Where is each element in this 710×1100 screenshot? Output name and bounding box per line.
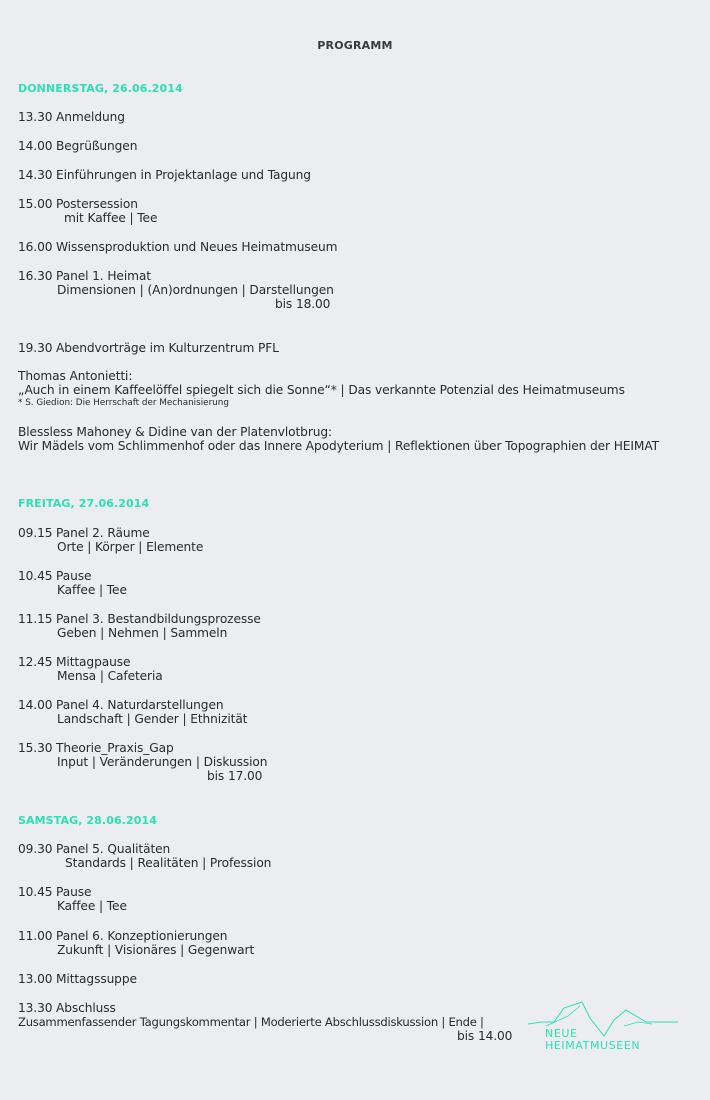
item-subtext: mit Kaffee | Tee — [64, 211, 158, 225]
item-text: Panel 6. Konzeptionierungen — [56, 929, 228, 943]
logo-text-line2: HEIMATMUSEEN — [545, 1039, 641, 1052]
item-time: 14.00 — [18, 698, 53, 712]
item-time: 16.30 — [18, 269, 53, 283]
item-time: 09.30 — [18, 842, 53, 856]
item-text: Abendvorträge im Kulturzentrum PFL — [56, 341, 279, 355]
item-time: 09.15 — [18, 526, 53, 540]
page-title: PROGRAMM — [317, 39, 393, 52]
talk-speaker: Thomas Antonietti: — [18, 369, 133, 383]
item-text: Abschluss — [56, 1001, 116, 1015]
item-time: 11.00 — [18, 929, 53, 943]
day-heading-thursday: DONNERSTAG, 26.06.2014 — [18, 82, 183, 95]
schedule-item — [18, 655, 130, 670]
item-time: 15.30 — [18, 741, 53, 755]
item-until: bis 14.00 — [457, 1029, 513, 1043]
day-heading-saturday: SAMSTAG, 28.06.2014 — [18, 814, 157, 827]
item-subtext: Geben | Nehmen | Sammeln — [57, 626, 228, 640]
schedule-item — [18, 526, 150, 541]
schedule-item — [18, 741, 174, 756]
schedule-item — [18, 972, 137, 987]
item-time: 13.00 — [18, 972, 53, 986]
item-time: 15.00 — [18, 197, 53, 211]
schedule-item — [18, 698, 223, 713]
item-text: Theorie_Praxis_Gap — [56, 741, 174, 755]
item-subtext: Mensa | Cafeteria — [57, 669, 163, 683]
schedule-item — [18, 612, 261, 627]
item-text: Pause — [56, 569, 92, 583]
item-time: 19.30 — [18, 341, 53, 355]
schedule-item — [18, 197, 138, 212]
item-text: Mittagssuppe — [56, 972, 137, 986]
schedule-item — [18, 139, 137, 154]
schedule-item — [18, 240, 337, 255]
item-subtext: Standards | Realitäten | Profession — [65, 856, 272, 870]
item-text: Mittagpause — [56, 655, 131, 669]
item-text: Wissensproduktion und Neues Heimatmuseum — [56, 240, 338, 254]
talk-title: Wir Mädels vom Schlimmenhof oder das Innere Apodyterium | Reflektionen über Topographien der HEIMAT — [18, 439, 659, 453]
item-subtext: Landschaft | Gender | Ethnizität — [57, 712, 248, 726]
item-time: 13.30 — [18, 110, 53, 124]
item-text: Panel 5. Qualitäten — [56, 842, 171, 856]
item-subtext: Kaffee | Tee — [57, 583, 127, 597]
item-text: Panel 4. Naturdarstellungen — [56, 698, 224, 712]
item-time: 11.15 — [18, 612, 53, 626]
item-text: Einführungen in Projektanlage und Tagung — [56, 168, 311, 182]
item-subtext: Zusammenfassender Tagungskommentar | Moderierte Abschlussdiskussion | Ende | — [18, 1015, 484, 1029]
schedule-item — [18, 885, 91, 900]
schedule-item — [18, 341, 279, 356]
item-time: 14.30 — [18, 168, 53, 182]
item-subtext: Orte | Körper | Elemente — [57, 540, 204, 554]
item-text: Panel 3. Bestandbildungsprozesse — [56, 612, 261, 626]
item-time: 12.45 — [18, 655, 53, 669]
item-text: Postersession — [56, 197, 138, 211]
item-time: 10.45 — [18, 569, 53, 583]
item-until: bis 18.00 — [275, 297, 331, 311]
item-subtext: Input | Veränderungen | Diskussion — [57, 755, 268, 769]
logo-text-line1: NEUE — [545, 1027, 578, 1040]
schedule-item — [18, 1001, 116, 1016]
schedule-item — [18, 569, 91, 584]
item-text: Begrüßungen — [56, 139, 138, 153]
schedule-item — [18, 269, 151, 284]
schedule-item — [18, 929, 227, 944]
item-time: 13.30 — [18, 1001, 53, 1015]
schedule-item — [18, 168, 311, 183]
logo-accent-line — [624, 1022, 652, 1026]
item-subtext: Kaffee | Tee — [57, 899, 127, 913]
item-text: Panel 2. Räume — [56, 526, 150, 540]
talk-title: „Auch in einem Kaffeelöffel spiegelt sich die Sonne“* | Das verkannte Potenzial des Heimatmuseums — [18, 383, 625, 397]
item-time: 16.00 — [18, 240, 53, 254]
item-text: Pause — [56, 885, 92, 899]
item-text: Anmeldung — [56, 110, 125, 124]
item-time: 14.00 — [18, 139, 53, 153]
item-subtext: Dimensionen | (An)ordnungen | Darstellungen — [57, 283, 334, 297]
day-heading-friday: FREITAG, 27.06.2014 — [18, 497, 150, 510]
item-time: 10.45 — [18, 885, 53, 899]
item-text: Panel 1. Heimat — [56, 269, 151, 283]
item-until: bis 17.00 — [207, 769, 263, 783]
item-subtext: Zukunft | Visionäres | Gegenwart — [57, 943, 255, 957]
schedule-item — [18, 842, 170, 857]
talk-speaker: Blessless Mahoney & Didine van der Platenvlotbrug: — [18, 425, 332, 439]
schedule-item — [18, 110, 125, 125]
talk-footnote: * S. Giedion: Die Herrschaft der Mechanisierung — [18, 398, 229, 408]
